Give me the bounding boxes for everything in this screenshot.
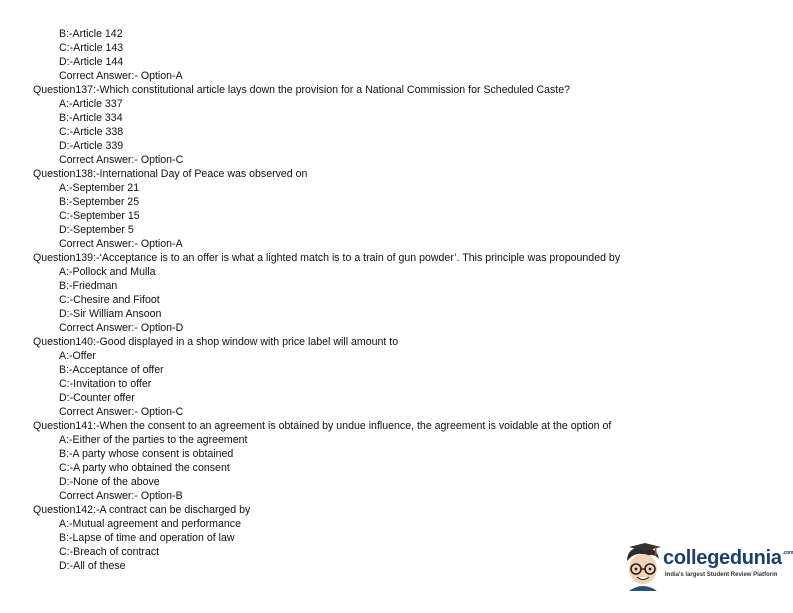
option-line: A:-Pollock and Mulla xyxy=(59,266,156,278)
option-line: A:-Offer xyxy=(59,350,96,362)
logo-tld: .com xyxy=(782,550,793,556)
answer-line: Correct Answer:- Option-A xyxy=(59,238,183,250)
option-line: C:-Invitation to offer xyxy=(59,378,152,390)
option-line: B:-A party whose consent is obtained xyxy=(59,448,234,460)
option-line: B:-Friedman xyxy=(59,280,118,292)
option-line: D:-None of the above xyxy=(59,476,160,488)
answer-line: Correct Answer:- Option-C xyxy=(59,406,184,418)
option-line: B:-Lapse of time and operation of law xyxy=(59,532,235,544)
option-line: B:-Article 142 xyxy=(59,28,123,40)
option-line: C:-September 15 xyxy=(59,210,140,222)
option-line: A:-Mutual agreement and performance xyxy=(59,518,241,530)
mascot-icon xyxy=(621,543,665,593)
option-line: D:-Article 339 xyxy=(59,140,124,152)
option-line: D:-September 5 xyxy=(59,224,134,236)
answer-line: Correct Answer:- Option-B xyxy=(59,490,183,502)
option-line: C:-A party who obtained the consent xyxy=(59,462,230,474)
answer-line: Correct Answer:- Option-C xyxy=(59,154,184,166)
option-line: B:-Article 334 xyxy=(59,112,123,124)
option-line: C:-Article 143 xyxy=(59,42,124,54)
option-line: A:-Either of the parties to the agreement xyxy=(59,434,248,446)
option-line: C:-Chesire and Fifoot xyxy=(59,294,160,306)
option-line: D:-Counter offer xyxy=(59,392,135,404)
option-line: C:-Breach of contract xyxy=(59,546,160,558)
option-line: C:-Article 338 xyxy=(59,126,124,138)
option-line: A:-September 21 xyxy=(59,182,140,194)
question-line: Question138:-International Day of Peace was observed on xyxy=(33,168,308,180)
question-line: Question139:-‘Acceptance is to an offer is what a lighted match is to a train of gun powder’. This principle was propounded by xyxy=(33,252,621,264)
option-line: D:-Sir William Ansoon xyxy=(59,308,162,320)
question-line: Question140:-Good displayed in a shop window with price label will amount to xyxy=(33,336,399,348)
option-line: D:-All of these xyxy=(59,560,126,572)
logo-tagline: India's largest Student Review Platform xyxy=(665,572,778,578)
collegedunia-logo xyxy=(621,543,791,593)
question-line: Question142:-A contract can be discharged by xyxy=(33,504,251,516)
option-line: A:-Article 337 xyxy=(59,98,123,110)
answer-line: Correct Answer:- Option-A xyxy=(59,70,183,82)
option-line: B:-Acceptance of offer xyxy=(59,364,164,376)
answer-line: Correct Answer:- Option-D xyxy=(59,322,184,334)
document-body xyxy=(0,27,793,573)
question-line: Question141:-When the consent to an agreement is obtained by undue influence, the agreement is voidable at the option of xyxy=(33,420,612,432)
option-line: D:-Article 144 xyxy=(59,56,124,68)
logo-wordmark: collegedunia$^{.com}$ xyxy=(663,547,793,569)
option-line: B:-September 25 xyxy=(59,196,140,208)
question-line: Question137:-Which constitutional article lays down the provision for a National Commission for Scheduled Caste? xyxy=(33,84,571,96)
